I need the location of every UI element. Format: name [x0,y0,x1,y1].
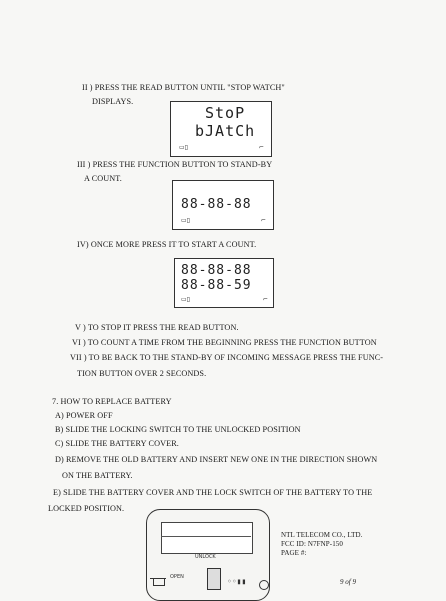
section7-item-d: D) REMOVE THE OLD BATTERY AND INSERT NEW ONE IN THE DIRECTION SHOWN [55,455,378,464]
section7-heading: 7. HOW TO REPLACE BATTERY [52,397,172,406]
footer-fcc: FCC ID: N7FNP-150 [281,540,343,548]
step-iii-line2: A COUNT. [84,174,122,183]
device-slot [161,536,251,537]
battery-icon [153,578,165,586]
flag-icon: ⌐ [261,217,267,224]
battery-icon: ▭▯ [179,144,188,151]
lcd-counting [174,258,274,308]
section7-item-d-cont: ON THE BATTERY. [62,471,133,480]
lcd-stopwatch-row1: StoP [205,104,246,122]
step-vii-line1: VII ) TO BE BACK TO THE STAND-BY OF INCOMING MESSAGE PRESS THE FUNC- [70,353,384,362]
lcd-counting-row1: 88-88-88 [181,263,252,278]
step-v-line1: V ) TO STOP IT PRESS THE READ BUTTON. [75,323,239,332]
device-display-window [161,522,253,554]
section7-item-c: C) SLIDE THE BATTERY COVER. [55,439,179,448]
lcd-stopwatch-row2: bJAtCh [195,122,256,140]
step-iii-line1: III ) PRESS THE FUNCTION BUTTON TO STAND-BY [77,160,273,169]
flag-icon: ⌐ [263,296,269,303]
speaker-icon: ◦◦▮▮ [227,577,247,586]
open-label: OPEN [170,574,184,580]
lcd-standby [172,180,274,230]
step-vi-line1: VI ) TO COUNT A TIME FROM THE BEGINNING PRESS THE FUNCTION BUTTON [72,338,377,347]
step-iv-line1: IV) ONCE MORE PRESS IT TO START A COUNT. [77,240,257,249]
flag-icon: ⌐ [259,144,265,151]
section7-item-a: A) POWER OFF [55,411,113,420]
section7-item-b: B) SLIDE THE LOCKING SWITCH TO THE UNLOCKED POSITION [55,425,301,434]
lock-switch [207,568,221,590]
battery-icon: ▭▯ [181,217,190,224]
device-illustration [146,509,270,601]
knob-icon [259,580,269,590]
section7-item-e: E) SLIDE THE BATTERY COVER AND THE LOCK SWITCH OF THE BATTERY TO THE [53,488,373,497]
open-arrow-icon [150,578,166,579]
battery-icon: ▭▯ [181,296,190,303]
step-ii-line1: II ) PRESS THE READ BUTTON UNTIL "STOP WATCH" [82,83,285,92]
unlock-label: UNLOCK [195,554,216,560]
footer-page: PAGE #: [281,549,307,557]
section7-item-e-cont: LOCKED POSITION. [48,504,125,513]
lcd-stopwatch [170,101,272,157]
step-vii-line2: TION BUTTON OVER 2 SECONDS. [77,369,207,378]
footer-page-number: 9 of 9 [340,578,356,586]
lcd-standby-row1: 88-88-88 [181,197,252,212]
step-ii-line2: DISPLAYS. [92,97,134,106]
footer-company: NTL TELECOM CO., LTD. [281,531,363,539]
lcd-counting-row2: 88-88-59 [181,278,252,293]
